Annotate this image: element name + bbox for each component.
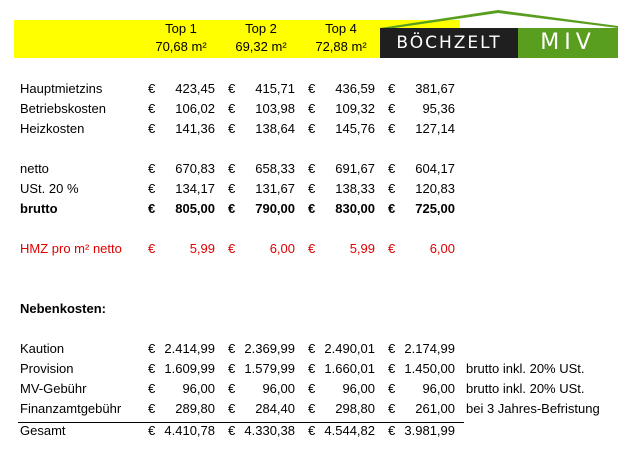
table-cell: 96,00 bbox=[422, 381, 455, 396]
column-name: Top 1 bbox=[165, 21, 197, 36]
currency-symbol: € bbox=[388, 341, 396, 356]
column-name: Top 4 bbox=[325, 21, 357, 36]
currency-symbol: € bbox=[308, 161, 316, 176]
currency-symbol: € bbox=[228, 423, 236, 438]
column-area: 70,68 m² bbox=[155, 39, 207, 54]
currency-symbol: € bbox=[228, 201, 236, 216]
column-name: Top 2 bbox=[245, 21, 277, 36]
table-row-mv bbox=[0, 379, 626, 399]
currency-symbol: € bbox=[148, 161, 156, 176]
table-cell: 2.174,99 bbox=[404, 341, 455, 356]
currency-symbol: € bbox=[148, 341, 156, 356]
section-title-label: Nebenkosten: bbox=[20, 301, 106, 316]
table-row-brutto bbox=[0, 199, 626, 219]
currency-symbol: € bbox=[308, 81, 316, 96]
row-label: USt. 20 % bbox=[20, 181, 79, 196]
table-cell: 436,59 bbox=[335, 81, 375, 96]
table-cell: 381,67 bbox=[415, 81, 455, 96]
table-cell: 134,17 bbox=[175, 181, 215, 196]
currency-symbol: € bbox=[228, 381, 236, 396]
table-row-hauptmietzins bbox=[0, 79, 626, 99]
sum-underline bbox=[18, 422, 464, 423]
currency-symbol: € bbox=[148, 423, 156, 438]
currency-symbol: € bbox=[388, 241, 396, 256]
table-cell: 830,00 bbox=[335, 201, 375, 216]
table-cell: 805,00 bbox=[175, 201, 215, 216]
row-note: brutto inkl. 20% USt. bbox=[466, 381, 585, 396]
currency-symbol: € bbox=[308, 361, 316, 376]
currency-symbol: € bbox=[228, 361, 236, 376]
currency-symbol: € bbox=[228, 121, 236, 136]
column-header-top2 bbox=[221, 20, 301, 56]
table-cell: 4.544,82 bbox=[324, 423, 375, 438]
currency-symbol: € bbox=[148, 241, 156, 256]
table-row-hmz bbox=[0, 239, 626, 259]
table-cell: 670,83 bbox=[175, 161, 215, 176]
currency-symbol: € bbox=[308, 101, 316, 116]
currency-symbol: € bbox=[308, 201, 316, 216]
table-cell: 2.414,99 bbox=[164, 341, 215, 356]
section-title-nebenkosten bbox=[0, 299, 626, 319]
table-row-netto bbox=[0, 159, 626, 179]
table-cell: 96,00 bbox=[342, 381, 375, 396]
table-cell: 109,32 bbox=[335, 101, 375, 116]
table-cell: 289,80 bbox=[175, 401, 215, 416]
currency-symbol: € bbox=[148, 201, 156, 216]
currency-symbol: € bbox=[228, 81, 236, 96]
row-label: MV-Gebühr bbox=[20, 381, 87, 396]
column-header-top1 bbox=[141, 20, 221, 56]
table-cell: 106,02 bbox=[175, 101, 215, 116]
currency-symbol: € bbox=[388, 121, 396, 136]
table-cell: 423,45 bbox=[175, 81, 215, 96]
currency-symbol: € bbox=[228, 101, 236, 116]
table-cell: 96,00 bbox=[182, 381, 215, 396]
table-row-kaution bbox=[0, 339, 626, 359]
currency-symbol: € bbox=[388, 101, 396, 116]
table-cell: 284,40 bbox=[255, 401, 295, 416]
row-note: bei 3 Jahres-Befristung bbox=[466, 401, 600, 416]
table-cell: 103,98 bbox=[255, 101, 295, 116]
row-label: Finanzamtgebühr bbox=[20, 401, 122, 416]
table-cell: 1.450,00 bbox=[404, 361, 455, 376]
currency-symbol: € bbox=[228, 401, 236, 416]
table-cell: 5,99 bbox=[189, 241, 215, 256]
row-label: Gesamt bbox=[20, 423, 66, 438]
table-cell: 127,14 bbox=[415, 121, 455, 136]
table-cell: 790,00 bbox=[255, 201, 295, 216]
currency-symbol: € bbox=[388, 423, 396, 438]
currency-symbol: € bbox=[148, 121, 156, 136]
table-cell: 141,36 bbox=[175, 121, 215, 136]
table-cell: 691,67 bbox=[335, 161, 375, 176]
table-cell: 1.660,01 bbox=[324, 361, 375, 376]
table-cell: 658,33 bbox=[255, 161, 295, 176]
currency-symbol: € bbox=[388, 401, 396, 416]
currency-symbol: € bbox=[308, 241, 316, 256]
company-logo bbox=[380, 8, 618, 58]
table-cell: 261,00 bbox=[415, 401, 455, 416]
table-cell: 4.410,78 bbox=[164, 423, 215, 438]
currency-symbol: € bbox=[388, 201, 396, 216]
row-label: Provision bbox=[20, 361, 74, 376]
table-cell: 298,80 bbox=[335, 401, 375, 416]
currency-symbol: € bbox=[228, 181, 236, 196]
column-header-top4 bbox=[301, 20, 381, 56]
currency-symbol: € bbox=[308, 121, 316, 136]
table-row-finanzamt bbox=[0, 399, 626, 419]
currency-symbol: € bbox=[308, 181, 316, 196]
currency-symbol: € bbox=[308, 341, 316, 356]
row-label: brutto bbox=[20, 201, 58, 216]
row-label: Heizkosten bbox=[20, 121, 85, 136]
currency-symbol: € bbox=[388, 181, 396, 196]
currency-symbol: € bbox=[388, 81, 396, 96]
currency-symbol: € bbox=[388, 361, 396, 376]
table-cell: 6,00 bbox=[429, 241, 455, 256]
table-cell: 415,71 bbox=[255, 81, 295, 96]
currency-symbol: € bbox=[148, 81, 156, 96]
logo-wordmark: BÖCHZELT bbox=[380, 28, 518, 58]
currency-symbol: € bbox=[228, 341, 236, 356]
row-label: netto bbox=[20, 161, 49, 176]
currency-symbol: € bbox=[228, 161, 236, 176]
table-cell: 604,17 bbox=[415, 161, 455, 176]
table-row-ust bbox=[0, 179, 626, 199]
table-cell: 6,00 bbox=[269, 241, 295, 256]
table-cell: 4.330,38 bbox=[244, 423, 295, 438]
currency-symbol: € bbox=[308, 401, 316, 416]
table-cell: 138,33 bbox=[335, 181, 375, 196]
currency-symbol: € bbox=[148, 181, 156, 196]
row-note: brutto inkl. 20% USt. bbox=[466, 361, 585, 376]
table-cell: 725,00 bbox=[415, 201, 455, 216]
table-row-gesamt bbox=[0, 421, 626, 441]
currency-symbol: € bbox=[148, 401, 156, 416]
row-label: Kaution bbox=[20, 341, 65, 356]
table-cell: 1.609,99 bbox=[164, 361, 215, 376]
logo-mark: MIV bbox=[518, 28, 618, 58]
currency-symbol: € bbox=[228, 241, 236, 256]
table-cell: 131,67 bbox=[255, 181, 295, 196]
row-label: Betriebskosten bbox=[20, 101, 106, 116]
currency-symbol: € bbox=[388, 161, 396, 176]
currency-symbol: € bbox=[388, 381, 396, 396]
table-cell: 3.981,99 bbox=[404, 423, 455, 438]
table-row-provision bbox=[0, 359, 626, 379]
table-cell: 2.369,99 bbox=[244, 341, 295, 356]
column-area: 69,32 m² bbox=[235, 39, 287, 54]
table-cell: 95,36 bbox=[422, 101, 455, 116]
table-row-betriebskosten bbox=[0, 99, 626, 119]
currency-symbol: € bbox=[308, 381, 316, 396]
table-cell: 96,00 bbox=[262, 381, 295, 396]
column-area: 72,88 m² bbox=[315, 39, 367, 54]
table-cell: 5,99 bbox=[349, 241, 375, 256]
currency-symbol: € bbox=[148, 361, 156, 376]
table-cell: 1.579,99 bbox=[244, 361, 295, 376]
currency-symbol: € bbox=[148, 101, 156, 116]
currency-symbol: € bbox=[148, 381, 156, 396]
row-label: HMZ pro m² netto bbox=[20, 241, 122, 256]
table-cell: 138,64 bbox=[255, 121, 295, 136]
table-cell: 145,76 bbox=[335, 121, 375, 136]
table-row-heizkosten bbox=[0, 119, 626, 139]
currency-symbol: € bbox=[308, 423, 316, 438]
row-label: Hauptmietzins bbox=[20, 81, 103, 96]
table-cell: 2.490,01 bbox=[324, 341, 375, 356]
roof-icon bbox=[380, 8, 618, 30]
table-cell: 120,83 bbox=[415, 181, 455, 196]
